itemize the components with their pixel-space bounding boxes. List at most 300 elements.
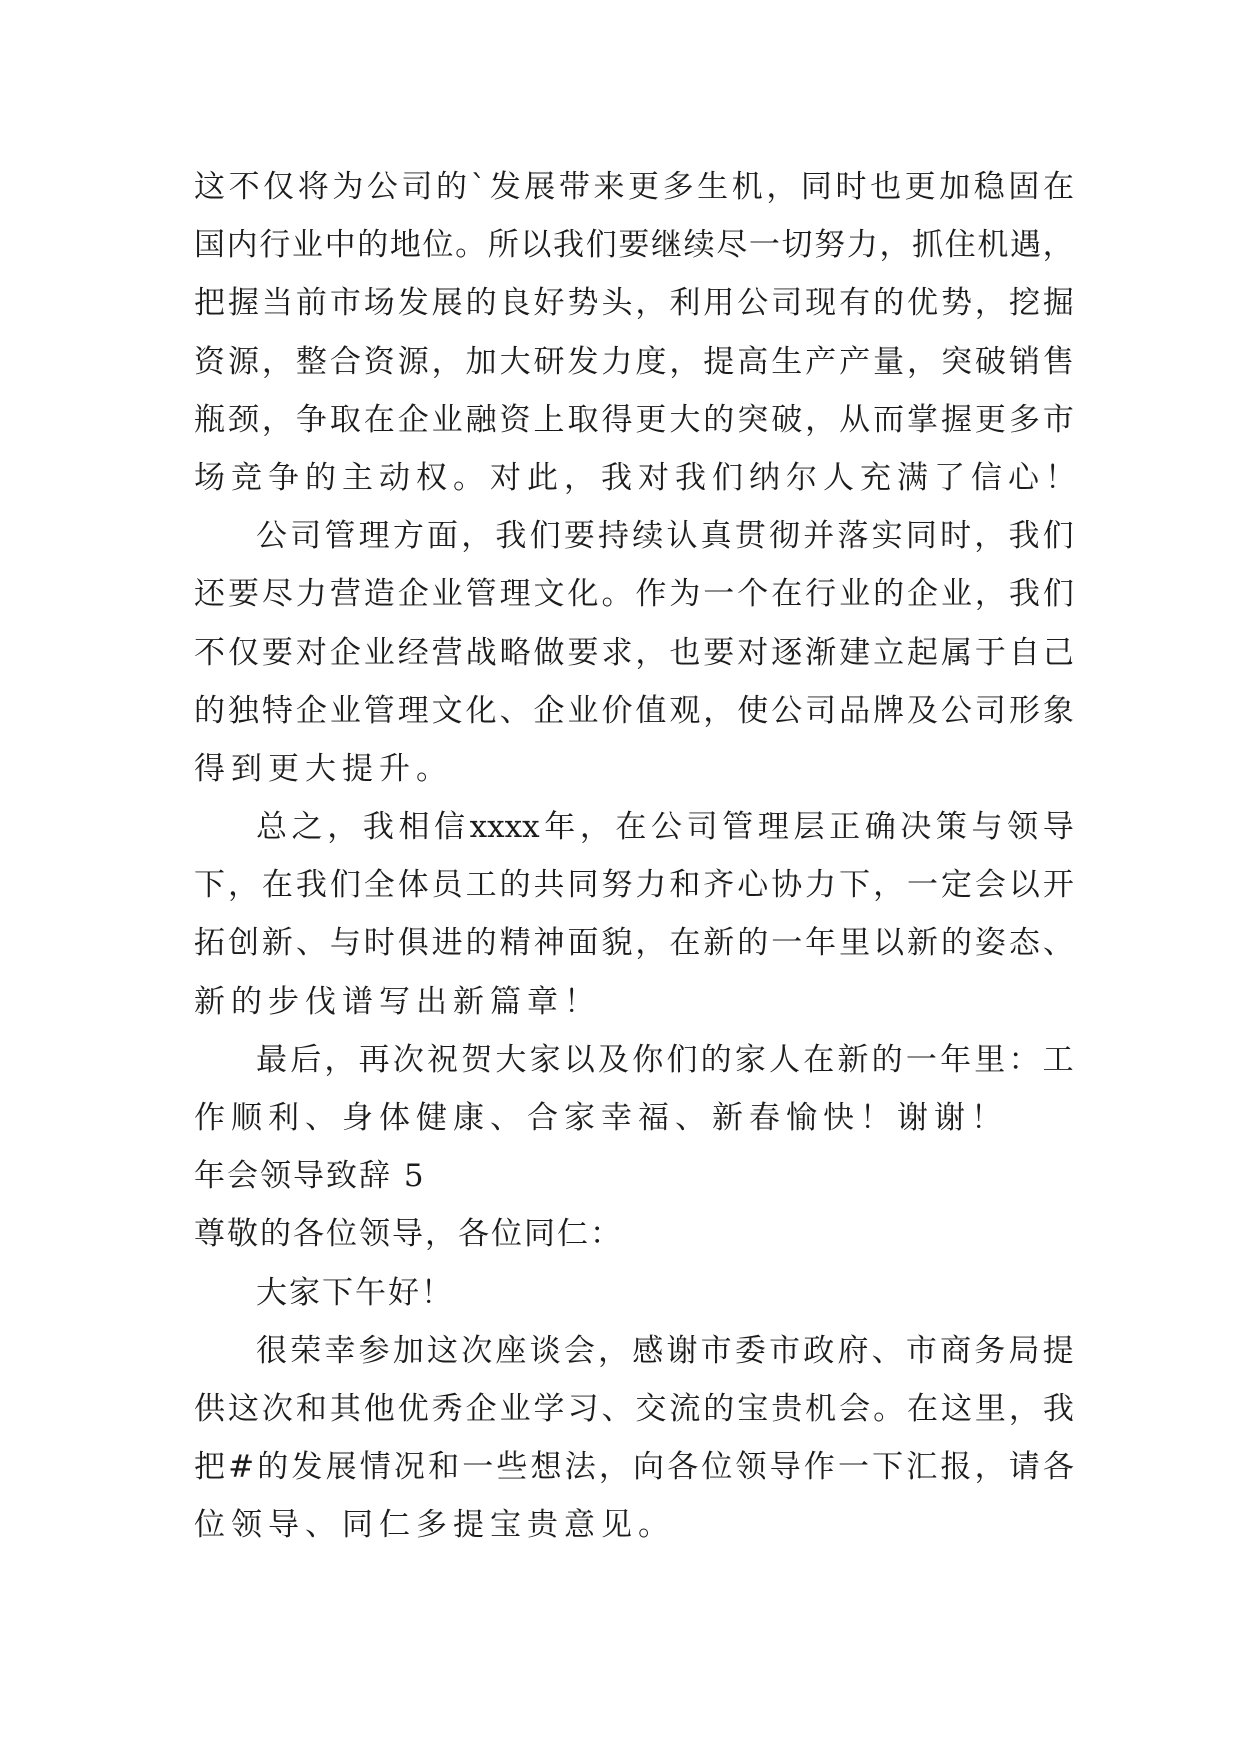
text-glyph: 面 bbox=[567, 925, 599, 962]
text-glyph: 同 bbox=[567, 867, 599, 904]
text-line-content bbox=[194, 1438, 1074, 1496]
text-glyph: 领 bbox=[1007, 809, 1039, 846]
text-glyph: 的 bbox=[499, 867, 531, 904]
text-glyph: 要 bbox=[563, 518, 595, 555]
text-line bbox=[194, 798, 1074, 856]
text-glyph: 也 bbox=[669, 634, 701, 671]
text-glyph: 多 bbox=[662, 169, 694, 205]
text-glyph: 中 bbox=[324, 227, 356, 264]
text-glyph: 切 bbox=[781, 227, 813, 264]
text-glyph: 更 bbox=[635, 401, 667, 438]
text-glyph: 特 bbox=[261, 692, 293, 729]
text-glyph: 源 bbox=[397, 343, 429, 380]
text-glyph: 最 bbox=[256, 1041, 287, 1078]
text-glyph: 拓 bbox=[194, 925, 225, 962]
text-glyph: 为 bbox=[669, 576, 701, 613]
text-glyph: 在 bbox=[907, 1390, 939, 1427]
text-glyph: 座 bbox=[495, 1332, 527, 1369]
text-glyph: 争 bbox=[295, 401, 327, 438]
text-glyph: ， bbox=[669, 343, 701, 380]
text-glyph: 将 bbox=[297, 169, 329, 205]
text-line-content bbox=[194, 391, 1074, 449]
text-glyph: 一 bbox=[771, 925, 803, 962]
text-glyph: 固 bbox=[1008, 169, 1040, 205]
text-glyph: 要 bbox=[618, 227, 650, 264]
text-glyph: 掌 bbox=[907, 401, 939, 438]
text-glyph: 的 bbox=[700, 1041, 732, 1078]
text-glyph: 我 bbox=[295, 867, 327, 904]
text-glyph: 理 bbox=[397, 692, 429, 729]
text-glyph: 供 bbox=[194, 1390, 225, 1427]
text-glyph: 市 bbox=[905, 1332, 937, 1369]
text-glyph: 新 bbox=[837, 1041, 869, 1078]
text-glyph: 努 bbox=[601, 867, 633, 904]
text-glyph: 管 bbox=[324, 518, 356, 555]
text-line bbox=[194, 914, 1074, 972]
text-glyph: 利 bbox=[669, 285, 701, 322]
text-glyph: 公 bbox=[771, 692, 803, 729]
text-glyph: 业 bbox=[363, 634, 395, 671]
text-glyph: 秀 bbox=[431, 1390, 463, 1427]
text-glyph: 渐 bbox=[805, 634, 837, 671]
text-glyph: 一 bbox=[837, 1449, 869, 1486]
text-glyph: 务 bbox=[974, 1332, 1006, 1369]
text-glyph: 业 bbox=[839, 576, 871, 613]
text-glyph: 会 bbox=[563, 1332, 595, 1369]
section-heading bbox=[194, 1147, 1074, 1205]
text-glyph: # bbox=[228, 1449, 255, 1486]
text-glyph: 们 bbox=[1042, 518, 1074, 555]
text-glyph: 握 bbox=[940, 401, 972, 438]
text-glyph: 取 bbox=[567, 401, 599, 438]
text-glyph: 把 bbox=[194, 285, 225, 322]
text-glyph: ， bbox=[1042, 227, 1074, 264]
text-glyph: 文 bbox=[431, 692, 463, 729]
text-glyph: 及 bbox=[907, 692, 939, 729]
text-glyph: 并 bbox=[803, 518, 835, 555]
text-glyph: 这 bbox=[427, 1332, 459, 1369]
text-glyph: 共 bbox=[533, 867, 565, 904]
text-glyph: 信 bbox=[434, 809, 466, 846]
text-glyph: 业 bbox=[291, 227, 323, 264]
text-glyph: 我 bbox=[495, 518, 527, 555]
text-glyph: ， bbox=[261, 343, 293, 380]
text-glyph: 里 bbox=[974, 1390, 1006, 1427]
text-glyph: 发 bbox=[567, 343, 599, 380]
text-glyph: 后 bbox=[290, 1041, 322, 1078]
text-glyph: 力 bbox=[601, 343, 633, 380]
text-glyph: 属 bbox=[940, 634, 972, 671]
text-glyph: ， bbox=[431, 343, 463, 380]
text-glyph: 企 bbox=[397, 401, 429, 438]
text-glyph: 有 bbox=[839, 285, 871, 322]
text-glyph: 机 bbox=[805, 1390, 837, 1427]
text-glyph: 们 bbox=[666, 1041, 698, 1078]
text-glyph: 们 bbox=[329, 867, 361, 904]
text-glyph: ， bbox=[261, 401, 293, 438]
text-glyph: 起 bbox=[907, 634, 939, 671]
text-glyph: 以 bbox=[873, 925, 905, 962]
text-glyph: 内 bbox=[226, 227, 258, 264]
text-glyph: 产 bbox=[839, 343, 871, 380]
text-glyph: 人 bbox=[769, 1041, 801, 1078]
text-glyph: 向 bbox=[633, 1449, 665, 1486]
text-glyph: 要 bbox=[261, 634, 293, 671]
text-glyph: 委 bbox=[734, 1332, 766, 1369]
text-glyph: 全 bbox=[363, 867, 395, 904]
text-glyph: 对 bbox=[295, 634, 327, 671]
text-glyph: ， bbox=[461, 518, 493, 555]
text-glyph: 这 bbox=[227, 1390, 259, 1427]
text-glyph: 在 bbox=[803, 1041, 835, 1078]
text-glyph: 导 bbox=[769, 1449, 801, 1486]
text-glyph: 市 bbox=[329, 285, 361, 322]
text-glyph: 的 bbox=[940, 925, 972, 962]
text-glyph: 在 bbox=[363, 401, 395, 438]
text-glyph: 导 bbox=[1042, 809, 1074, 846]
text-glyph: 的 bbox=[465, 925, 497, 962]
text-glyph: ， bbox=[766, 169, 798, 205]
text-glyph: 为 bbox=[332, 169, 364, 205]
text-glyph: 发 bbox=[489, 169, 521, 205]
text-glyph: 开 bbox=[1042, 867, 1074, 904]
text-line bbox=[194, 1380, 1074, 1438]
text-glyph: 挖 bbox=[1008, 285, 1040, 322]
text-line-content bbox=[194, 682, 1074, 740]
text-glyph: 业 bbox=[431, 576, 463, 613]
text-glyph: 。 bbox=[601, 576, 633, 613]
text-glyph: 会 bbox=[974, 867, 1006, 904]
text-glyph: 更 bbox=[628, 169, 660, 205]
text-glyph: 不 bbox=[194, 634, 225, 671]
text-glyph: 我 bbox=[553, 227, 585, 264]
text-glyph: 决 bbox=[900, 809, 932, 846]
text-line bbox=[194, 565, 1074, 623]
text-line bbox=[194, 973, 1074, 1031]
text-glyph: 取 bbox=[329, 401, 361, 438]
text-glyph: 新 bbox=[703, 925, 735, 962]
text-glyph: ， bbox=[227, 867, 259, 904]
text-glyph: 对 bbox=[737, 634, 769, 671]
text-glyph: 颈 bbox=[227, 401, 259, 438]
text-glyph: 的 bbox=[357, 227, 389, 264]
text-glyph: 司 bbox=[771, 285, 803, 322]
text-glyph: 精 bbox=[499, 925, 531, 962]
text-glyph: 认 bbox=[666, 518, 698, 555]
text-glyph: 我 bbox=[1008, 518, 1040, 555]
text-glyph: 融 bbox=[465, 401, 497, 438]
text-line-content bbox=[256, 798, 1074, 856]
text-glyph: 力 bbox=[295, 576, 327, 613]
text-glyph: 位 bbox=[701, 1449, 733, 1486]
text-glyph: 时 bbox=[835, 169, 867, 205]
text-glyph: 业 bbox=[431, 401, 463, 438]
text-line-content bbox=[194, 856, 1074, 914]
text-glyph: 业 bbox=[940, 576, 972, 613]
text-glyph: ， bbox=[907, 343, 939, 380]
text-glyph: 况 bbox=[393, 1449, 425, 1486]
text-glyph: 作 bbox=[803, 1449, 835, 1486]
text-glyph: 一 bbox=[703, 576, 735, 613]
text-glyph: 突 bbox=[940, 343, 972, 380]
text-glyph: 得 bbox=[601, 401, 633, 438]
text-glyph: 不 bbox=[228, 169, 260, 205]
text-glyph: 会 bbox=[839, 1390, 871, 1427]
text-glyph: 力 bbox=[846, 227, 878, 264]
text-glyph: 的 bbox=[737, 925, 769, 962]
text-glyph: 形 bbox=[1008, 692, 1040, 729]
text-glyph: 里 bbox=[974, 1041, 1006, 1078]
text-glyph: 资 bbox=[194, 343, 225, 380]
text-glyph: 、 bbox=[601, 1390, 633, 1427]
text-glyph: 正 bbox=[829, 809, 861, 846]
text-glyph: 心 bbox=[737, 867, 769, 904]
text-glyph: 的 bbox=[465, 285, 497, 322]
text-line bbox=[194, 1496, 1074, 1554]
text-glyph: 略 bbox=[499, 634, 531, 671]
text-glyph: 上 bbox=[533, 401, 565, 438]
text-glyph: 多 bbox=[1008, 401, 1040, 438]
text-glyph: 再 bbox=[358, 1041, 390, 1078]
text-glyph: 管 bbox=[722, 809, 754, 846]
text-glyph: 年 bbox=[805, 925, 837, 962]
text-glyph: 祝 bbox=[427, 1041, 459, 1078]
text-line-content bbox=[256, 1322, 1074, 1380]
text-glyph: 文 bbox=[533, 576, 565, 613]
text-glyph: 、 bbox=[499, 692, 531, 729]
text-glyph: 司 bbox=[805, 692, 837, 729]
text-line-content: 位领导、同仁多提宝贵意见。 bbox=[194, 1507, 675, 1544]
text-glyph: 继 bbox=[650, 227, 682, 264]
text-glyph: 公 bbox=[651, 809, 683, 846]
text-glyph: 合 bbox=[329, 343, 361, 380]
text-glyph: 业 bbox=[499, 1390, 531, 1427]
text-glyph: 抓 bbox=[912, 227, 944, 264]
text-glyph: 俱 bbox=[397, 925, 429, 962]
text-glyph: 貌 bbox=[601, 925, 633, 962]
text-glyph: 态 bbox=[1008, 925, 1040, 962]
text-glyph: 下 bbox=[872, 1449, 904, 1486]
text-glyph: 大 bbox=[495, 1041, 527, 1078]
text-glyph: 领 bbox=[735, 1449, 767, 1486]
text-glyph: 府 bbox=[837, 1332, 869, 1369]
text-glyph: ， bbox=[324, 1041, 356, 1078]
text-glyph: 下 bbox=[194, 867, 225, 904]
text-glyph: 业 bbox=[567, 692, 599, 729]
text-glyph: 家 bbox=[529, 1041, 561, 1078]
text-glyph: 优 bbox=[397, 1390, 429, 1427]
text-glyph: 们 bbox=[529, 518, 561, 555]
text-glyph: ， bbox=[1008, 1390, 1040, 1427]
text-glyph: 掘 bbox=[1042, 285, 1074, 322]
text-glyph: 要 bbox=[227, 576, 259, 613]
text-line-content bbox=[194, 158, 1074, 216]
text-glyph: 整 bbox=[295, 343, 327, 380]
text-glyph: ` bbox=[470, 169, 487, 205]
text-glyph: 在 bbox=[771, 576, 803, 613]
text-glyph: 同 bbox=[905, 518, 937, 555]
text-glyph: 展 bbox=[431, 285, 463, 322]
text-glyph: 局 bbox=[1008, 1332, 1040, 1369]
text-glyph: 力 bbox=[635, 867, 667, 904]
text-glyph: 管 bbox=[363, 692, 395, 729]
text-line bbox=[194, 740, 1074, 798]
text-glyph: 我 bbox=[1042, 1390, 1074, 1427]
text-glyph: 司 bbox=[401, 169, 433, 205]
text-glyph: 理 bbox=[499, 576, 531, 613]
text-glyph: 层 bbox=[793, 809, 825, 846]
text-glyph: 象 bbox=[1042, 692, 1074, 729]
text-glyph: 谢 bbox=[666, 1332, 698, 1369]
text-glyph: 幸 bbox=[324, 1332, 356, 1369]
text-glyph: 要 bbox=[703, 634, 735, 671]
text-glyph: 们 bbox=[585, 227, 617, 264]
text-glyph: ， bbox=[703, 692, 735, 729]
text-glyph: 握 bbox=[227, 285, 259, 322]
text-glyph: 力 bbox=[805, 867, 837, 904]
text-glyph: 年 bbox=[940, 1041, 972, 1078]
text-glyph: 值 bbox=[635, 692, 667, 729]
text-glyph: 使 bbox=[737, 692, 769, 729]
text-glyph: ， bbox=[635, 634, 667, 671]
text-glyph: 生 bbox=[697, 169, 729, 205]
text-glyph: 研 bbox=[533, 343, 565, 380]
text-glyph: 立 bbox=[873, 634, 905, 671]
text-glyph: 与 bbox=[329, 925, 361, 962]
text-glyph: 良 bbox=[499, 285, 531, 322]
document-body bbox=[194, 158, 1082, 1555]
text-glyph: 源 bbox=[227, 343, 259, 380]
text-glyph: ， bbox=[805, 401, 837, 438]
text-glyph: 创 bbox=[227, 925, 259, 962]
text-glyph: 次 bbox=[392, 1041, 424, 1078]
text-line bbox=[194, 856, 1074, 914]
text-line-content bbox=[256, 507, 1074, 565]
text-glyph: 些 bbox=[496, 1449, 528, 1486]
text-glyph: 家 bbox=[734, 1041, 766, 1078]
text-glyph: 国 bbox=[194, 227, 225, 264]
text-glyph: ： bbox=[1008, 1041, 1040, 1078]
text-glyph: 流 bbox=[669, 1390, 701, 1427]
text-glyph: 企 bbox=[907, 576, 939, 613]
text-glyph: 持 bbox=[598, 518, 630, 555]
text-glyph: 、 bbox=[871, 1332, 903, 1369]
text-glyph: 个 bbox=[737, 576, 769, 613]
text-glyph: 牌 bbox=[873, 692, 905, 729]
greeting-text: 大家下午好！ bbox=[256, 1274, 454, 1311]
text-glyph: 独 bbox=[227, 692, 259, 729]
text-line bbox=[194, 1089, 1074, 1147]
text-glyph: 、 bbox=[1042, 925, 1074, 962]
text-glyph: 自 bbox=[1008, 634, 1040, 671]
text-glyph: 用 bbox=[703, 285, 735, 322]
text-glyph: 其 bbox=[329, 1390, 361, 1427]
text-glyph: 彻 bbox=[769, 518, 801, 555]
text-glyph: 企 bbox=[533, 692, 565, 729]
text-glyph: 司 bbox=[290, 518, 322, 555]
text-glyph: ， bbox=[635, 925, 667, 962]
text-line bbox=[194, 333, 1074, 391]
text-glyph: 宝 bbox=[737, 1390, 769, 1427]
text-glyph: 公 bbox=[366, 169, 398, 205]
greeting-line bbox=[194, 1264, 1074, 1322]
text-glyph: 进 bbox=[431, 925, 463, 962]
text-line bbox=[194, 274, 1074, 332]
text-glyph: 的 bbox=[194, 692, 225, 729]
text-glyph: 尽 bbox=[261, 576, 293, 613]
text-line bbox=[194, 391, 1074, 449]
text-line-content bbox=[194, 914, 1074, 972]
text-line bbox=[194, 1438, 1074, 1496]
text-glyph: 里 bbox=[839, 925, 871, 962]
text-glyph: 前 bbox=[295, 285, 327, 322]
salutation-text: 尊敬的各位领导，各位同仁： bbox=[194, 1216, 623, 1253]
text-glyph: 所 bbox=[487, 227, 519, 264]
text-glyph: 各 bbox=[1042, 1449, 1074, 1486]
text-glyph: 面 bbox=[427, 518, 459, 555]
text-line bbox=[194, 507, 1074, 565]
text-line bbox=[194, 682, 1074, 740]
text-glyph: ， bbox=[879, 227, 911, 264]
text-glyph: 企 bbox=[465, 1390, 497, 1427]
text-line bbox=[194, 1031, 1074, 1089]
text-glyph: 同 bbox=[800, 169, 832, 205]
text-glyph: 次 bbox=[461, 1332, 493, 1369]
text-glyph: 汇 bbox=[906, 1449, 938, 1486]
text-line bbox=[194, 1322, 1074, 1380]
text-glyph: 他 bbox=[363, 1390, 395, 1427]
text-glyph: 市 bbox=[700, 1332, 732, 1369]
text-glyph: 稳 bbox=[973, 169, 1005, 205]
text-glyph: 习 bbox=[567, 1390, 599, 1427]
text-glyph: 落 bbox=[837, 518, 869, 555]
text-glyph: 量 bbox=[873, 343, 905, 380]
text-glyph: 的 bbox=[871, 1041, 903, 1078]
text-glyph: 真 bbox=[700, 518, 732, 555]
text-glyph: 们 bbox=[1042, 576, 1074, 613]
text-glyph: 逐 bbox=[771, 634, 803, 671]
text-line-content bbox=[194, 333, 1074, 391]
text-line bbox=[194, 216, 1074, 274]
text-glyph: 相 bbox=[398, 809, 430, 846]
text-glyph: 加 bbox=[392, 1332, 424, 1369]
text-glyph: 和 bbox=[428, 1449, 460, 1486]
text-glyph: 在 bbox=[669, 925, 701, 962]
text-glyph: ， bbox=[579, 809, 611, 846]
text-glyph: 工 bbox=[1042, 1041, 1074, 1078]
text-glyph: 的 bbox=[703, 1390, 735, 1427]
text-glyph: 地 bbox=[389, 227, 421, 264]
text-glyph: 公 bbox=[737, 285, 769, 322]
text-glyph: 与 bbox=[971, 809, 1003, 846]
text-glyph: 一 bbox=[907, 867, 939, 904]
text-glyph: ， bbox=[974, 1449, 1006, 1486]
text-glyph: 体 bbox=[397, 867, 429, 904]
text-glyph: 感 bbox=[632, 1332, 664, 1369]
text-glyph: 。 bbox=[873, 1390, 905, 1427]
text-glyph: 年 bbox=[544, 809, 576, 846]
text-glyph: 在 bbox=[615, 809, 647, 846]
text-glyph: 理 bbox=[358, 518, 390, 555]
text-glyph: 在 bbox=[261, 867, 293, 904]
text-glyph: 以 bbox=[563, 1041, 595, 1078]
text-line bbox=[194, 158, 1074, 216]
text-glyph: 行 bbox=[259, 227, 291, 264]
text-line bbox=[194, 449, 1082, 507]
text-line-content bbox=[256, 1031, 1074, 1089]
text-glyph: 现 bbox=[805, 285, 837, 322]
text-glyph: 我 bbox=[1008, 576, 1040, 613]
